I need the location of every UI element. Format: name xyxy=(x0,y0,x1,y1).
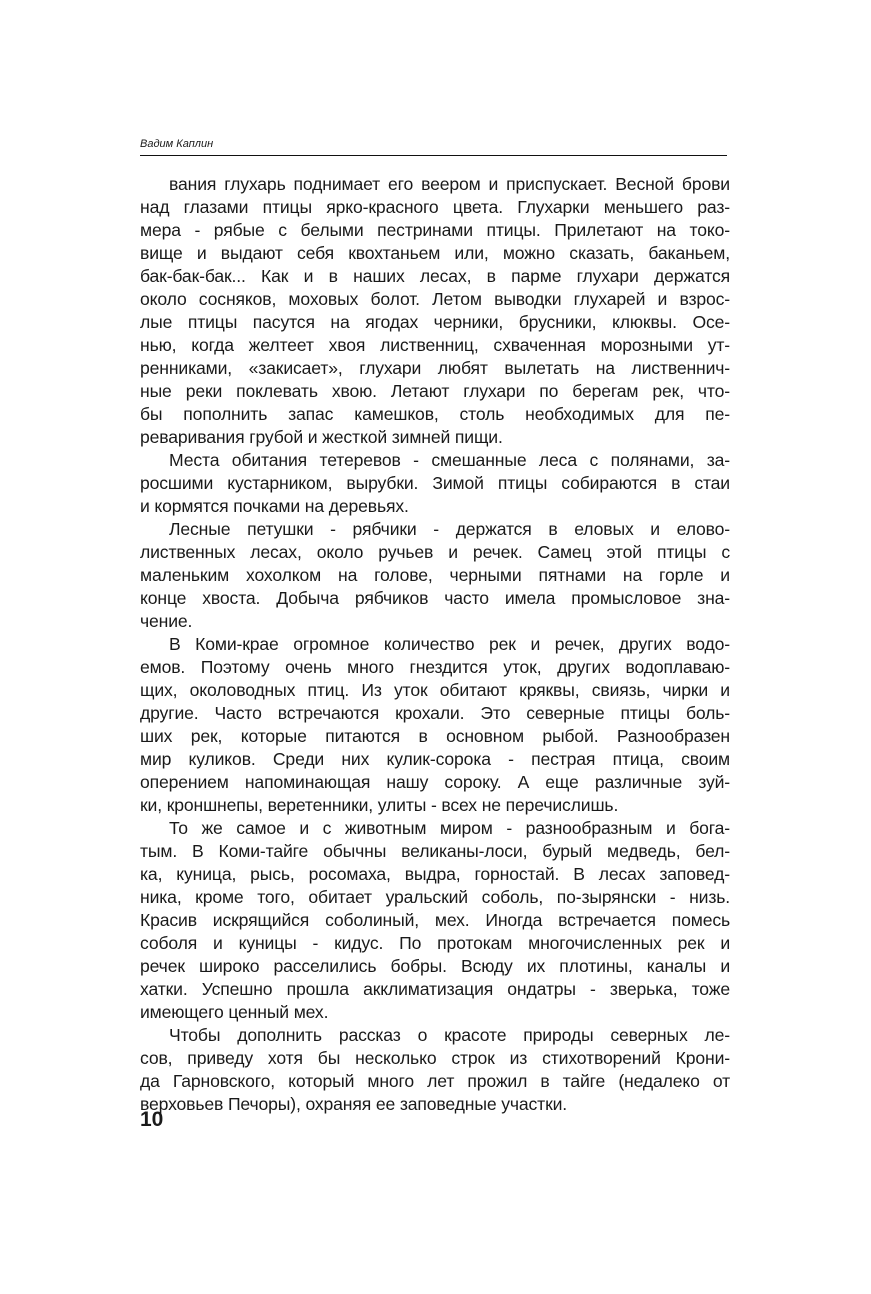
text-line: бы пополнить запас камешков, столь необходимых для пе- xyxy=(140,404,730,424)
text-line: ника, кроме того, обитает уральский соболь, по-зырянски - низь. xyxy=(140,887,730,907)
text-line: емов. Поэтому очень много гнездится уток, других водоплаваю- xyxy=(140,657,730,677)
text-line: да Гарновского, который много лет прожил в тайге (недалеко от xyxy=(140,1071,730,1091)
text-line: бак-бак-бак... Как и в наших лесах, в парме глухари держатся xyxy=(140,266,730,286)
paragraph xyxy=(140,1024,730,1116)
text-line: нью, когда желтеет хвоя лиственниц, схваченная морозными ут- xyxy=(140,335,730,355)
running-head-author: Вадим Каплин xyxy=(140,138,214,150)
paragraph xyxy=(140,173,730,449)
text-line: ки, кроншнепы, веретенники, улиты - всех не перечислишь. xyxy=(140,795,619,815)
text-line: ные реки поклевать хвою. Летают глухари по берегам рек, что- xyxy=(140,381,730,401)
text-line: ших рек, которые питаются в основном рыбой. Разнообразен xyxy=(140,726,730,746)
text-line: тым. В Коми-тайге обычны великаны-лоси, бурый медведь, бел- xyxy=(140,841,730,861)
text-line: ренниками, «закисает», глухари любят вылетать на лиственнич- xyxy=(140,358,730,378)
text-line: верховьев Печоры), охраняя ее заповедные участки. xyxy=(140,1094,568,1114)
text-line: имеющего ценный мех. xyxy=(140,1002,329,1022)
text-line: Чтобы дополнить рассказ о красоте природы северных ле- xyxy=(169,1025,730,1045)
text-line: около сосняков, моховых болот. Летом выводки глухарей и взрос- xyxy=(140,289,730,309)
text-line: другие. Часто встречаются крохали. Это северные птицы боль- xyxy=(140,703,730,723)
text-line: Места обитания тетеревов - смешанные леса с полянами, за- xyxy=(169,450,730,470)
text-line: маленьким хохолком на голове, черными пятнами на горле и xyxy=(140,565,730,585)
text-line: соболя и куницы - кидус. По протокам многочисленных рек и xyxy=(140,933,730,953)
text-line: Лесные петушки - рябчики - держатся в еловых и елово- xyxy=(169,519,730,539)
text-line: В Коми-крае огромное количество рек и речек, других водо- xyxy=(169,634,730,654)
text-line: чение. xyxy=(140,611,193,631)
header-rule xyxy=(140,155,727,156)
text-line: лиственных лесах, около ручьев и речек. Самец этой птицы с xyxy=(140,542,730,562)
text-line: мир куликов. Среди них кулик-сорока - пестрая птица, своим xyxy=(140,749,730,769)
text-line: речек широко расселились бобры. Всюду их плотины, каналы и xyxy=(140,956,730,976)
paragraph xyxy=(140,449,730,518)
paragraph xyxy=(140,817,730,1024)
text-line: То же самое и с животным миром - разнообразным и бога- xyxy=(169,818,730,838)
text-line: ка, куница, рысь, росомаха, выдра, горностай. В лесах заповед- xyxy=(140,864,730,884)
paragraph xyxy=(140,518,730,633)
text-line: мера - рябые с белыми пестринами птицы. Прилетают на токо- xyxy=(140,220,730,240)
text-line: реваривания грубой и жесткой зимней пищи. xyxy=(140,427,503,447)
text-line: над глазами птицы ярко-красного цвета. Глухарки меньшего раз- xyxy=(140,197,730,217)
text-line: сов, приведу хотя бы несколько строк из стихотворений Крони- xyxy=(140,1048,730,1068)
text-line: конце хвоста. Добыча рябчиков часто имела промысловое зна- xyxy=(140,588,730,608)
text-line: и кормятся почками на деревьях. xyxy=(140,496,409,516)
text-line: вище и выдают себя квохтаньем или, можно сказать, баканьем, xyxy=(140,243,730,263)
text-line: хатки. Успешно прошла акклиматизация ондатры - зверька, тоже xyxy=(140,979,730,999)
body-text xyxy=(140,173,730,1116)
page-number: 10 xyxy=(140,1108,164,1131)
paragraph xyxy=(140,633,730,817)
text-line: оперением напоминающая нашу сороку. А еще различные зуй- xyxy=(140,772,730,792)
text-line: Красив искрящийся соболиный, мех. Иногда встречается помесь xyxy=(140,910,730,930)
text-line: щих, околоводных птиц. Из уток обитают кряквы, свиязь, чирки и xyxy=(140,680,730,700)
text-line: лые птицы пасутся на ягодах черники, брусники, клюквы. Осе- xyxy=(140,312,730,332)
text-line: вания глухарь поднимает его веером и приспускает. Весной брови xyxy=(169,174,730,194)
text-line: росшими кустарником, вырубки. Зимой птицы собираются в стаи xyxy=(140,473,730,493)
